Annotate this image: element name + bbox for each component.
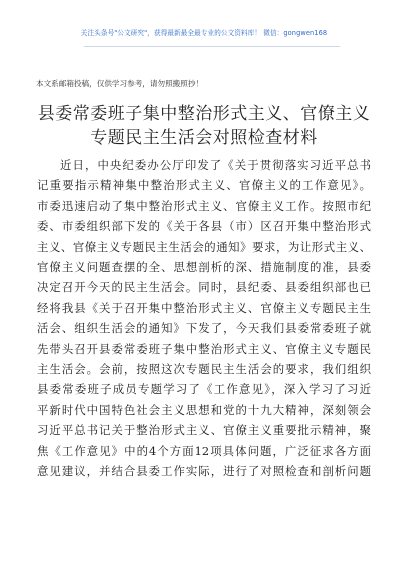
disclaimer-note: 本文系邮箱投稿，仅供学习参考，请勿照搬照抄！: [36, 79, 204, 88]
body-line: 县委常委班子成员专题学习了《工作意见》，深入学习了习近: [37, 382, 371, 397]
body-line: 主生活会。会前，按照这次专题民主生活会的要求，我们组织: [37, 362, 371, 377]
document-body: [37, 155, 371, 482]
body-line: 记重要指示精神集中整治形式主义、官僚主义的工作意见》。: [37, 178, 371, 193]
body-line: 近日，中央纪委办公厅印发了《关于贯彻落实习近平总书: [60, 158, 371, 172]
body-line: 主义、官僚主义专题民主生活会的通知》要求，为让形式主义、: [37, 239, 371, 254]
body-line: 先带头召开县委常委班子集中整治形式主义、官僚主义专题民: [37, 341, 371, 356]
body-line: 焦《工作意见》中的4个方面12项具体问题，广泛征求各方面: [37, 443, 371, 458]
body-line: 意见建议，并结合县委工作实际，进行了对照检查和剖析问题: [37, 464, 371, 479]
body-line: 经将我县《关于召开集中整治形式主义、官僚主义专题民主生: [37, 300, 371, 315]
body-line: 决定召开今天的民主生活会。同时，县纪委、县委组织部也已: [37, 280, 371, 295]
document-title-line-2: 专题民主生活会对照检查材料: [90, 128, 318, 148]
body-line: 市委迅速启动了集中整治形式主义、官僚主义工作。按照市纪: [37, 198, 371, 213]
document-title-line-1: 县委常委班子集中整治形式主义、官僚主义: [37, 104, 371, 124]
body-line: 官僚主义问题查摆的全、思想剖析的深、措施制度的准，县委: [37, 260, 371, 275]
body-line: 委、市委组织部下发的《关于各县（市）区召开集中整治形式: [37, 219, 371, 234]
header-divider: [84, 46, 340, 47]
promo-banner[interactable]: 关注头条号"公文研究"，获得最新最全最专业的公文资料库！ 微信：gongwen168: [80, 29, 328, 37]
body-line: 活会、组织生活会的通知》下发了，今天我们县委常委班子就: [37, 321, 371, 336]
body-line: 平新时代中国特色社会主义思想和党的十九大精神，深刻领会: [37, 402, 371, 417]
body-line: 习近平总书记关于整治形式主义、官僚主义重要批示精神，聚: [37, 423, 371, 438]
